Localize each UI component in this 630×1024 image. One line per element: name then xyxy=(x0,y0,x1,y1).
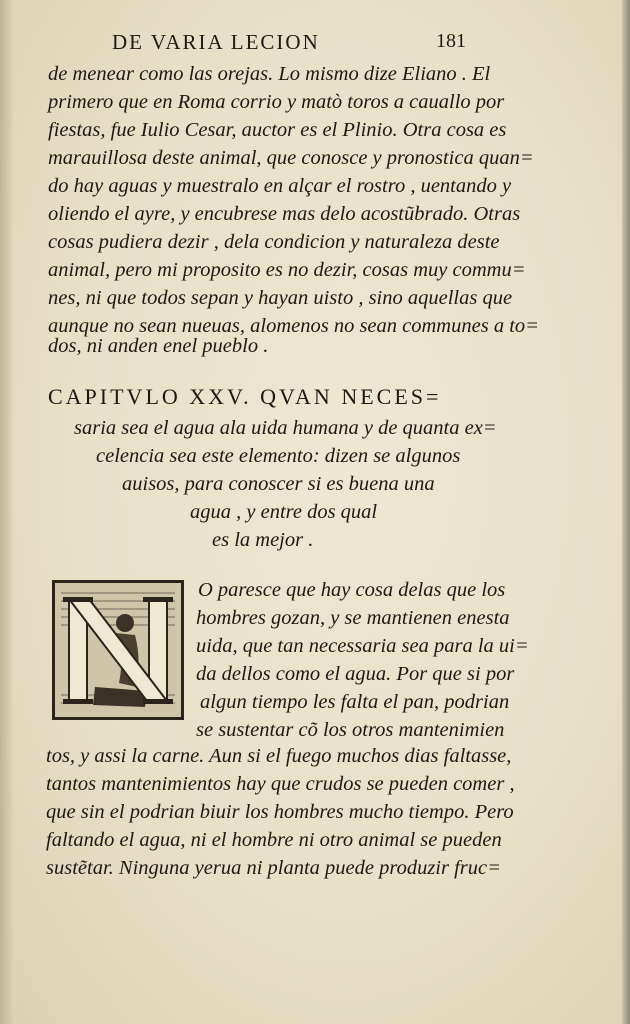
text-line: hombres gozan, y se mantienen enesta xyxy=(196,607,510,629)
text-line: que sin el podrian biuir los hombres mucho tiempo. Pero xyxy=(46,801,514,823)
text-line: nes, ni que todos sepan y hayan uisto , sino aquellas que xyxy=(48,287,513,309)
text-line: do hay aguas y muestralo en alçar el rostro , uentando y xyxy=(48,175,512,197)
chapter-title-line: celencia sea este elemento: dizen se algunos xyxy=(96,445,461,467)
chapter-title-line: es la mejor . xyxy=(212,529,314,551)
chapter-title-line: auisos, para conoscer si es buena una xyxy=(122,473,435,495)
chapter-title-line: saria sea el agua ala uida humana y de quanta ex= xyxy=(74,417,497,439)
text-line: algun tiempo les falta el pan, podrian xyxy=(200,691,510,713)
text-line: oliendo el ayre, y encubrese mas delo acostũbrado. Otras xyxy=(48,203,521,225)
text-line: tos, y assi la carne. Aun si el fuego muchos dias faltasse, xyxy=(46,745,512,767)
text-line: fiestas, fue Iulio Cesar, auctor es el Plinio. Otra cosa es xyxy=(48,119,507,141)
text-line: dos, ni anden enel pueblo . xyxy=(48,335,269,357)
text-line: da dellos como el agua. Por que si por xyxy=(196,663,515,685)
running-head-title: DE VARIA LECION xyxy=(112,30,320,54)
text-line: animal, pero mi proposito es no dezir, cosas muy commu= xyxy=(48,259,526,281)
running-head xyxy=(112,30,472,58)
chapter-heading: CAPITVLO XXV. QVAN NECES= xyxy=(48,384,442,409)
page-number: 181 xyxy=(436,30,466,52)
text-line: aunque no sean nueuas, alomenos no sean communes a to= xyxy=(48,315,539,337)
chapter-title-line: agua , y entre dos qual xyxy=(190,501,378,523)
text-line: sustẽtar. Ninguna yerua ni planta puede produzir fruc= xyxy=(46,857,501,879)
text-line: primero que en Roma corrio y matò toros a cauallo por xyxy=(48,91,505,113)
text-line: de menear como las orejas. Lo mismo dize Eliano . El xyxy=(48,63,491,85)
text-line: faltando el agua, ni el hombre ni otro animal se pueden xyxy=(46,829,502,851)
text-line: cosas pudiera dezir , dela condicion y naturaleza deste xyxy=(48,231,500,253)
text-line: uida, que tan necessaria sea para la ui= xyxy=(196,635,529,657)
text-line: se sustentar cõ los otros mantenimien xyxy=(196,719,505,741)
woodcut-n-icon xyxy=(55,583,181,717)
text-line: tantos mantenimientos hay que crudos se pueden comer , xyxy=(46,773,515,795)
decorated-initial xyxy=(52,580,184,720)
page-edge xyxy=(622,0,630,1024)
text-line: O paresce que hay cosa delas que los xyxy=(198,579,506,601)
text-line: marauillosa deste animal, que conosce y pronostica quan= xyxy=(48,147,534,169)
gutter-shadow xyxy=(0,0,14,1024)
